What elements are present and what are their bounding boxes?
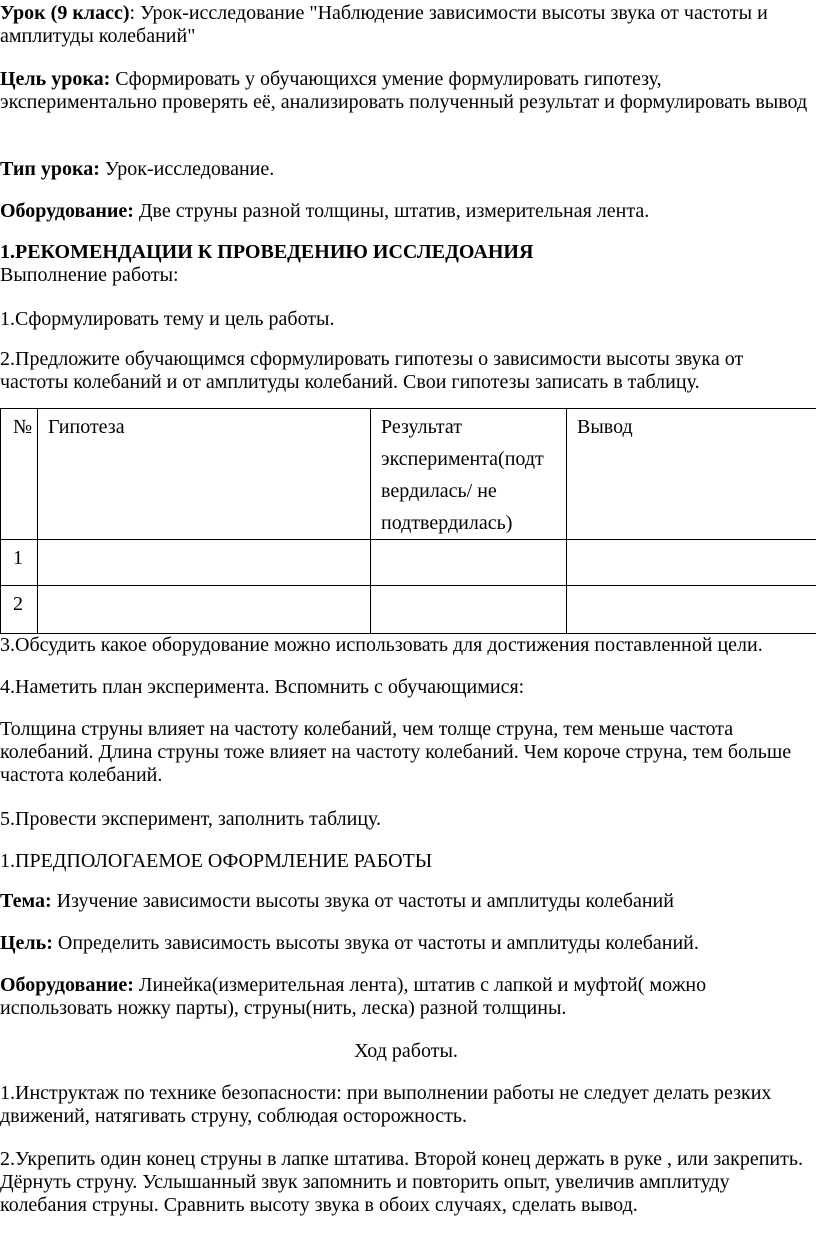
step-3: 3.Обсудить какое оборудование можно использовать для достижения поставленной цели. — [0, 634, 763, 656]
header-result-line: подтвердилась) — [381, 512, 513, 534]
type-line — [0, 158, 812, 181]
table-header-row — [1, 409, 816, 540]
goal-label: Цель урока: — [0, 68, 111, 90]
header-result-line: эксперимента(подт — [381, 448, 544, 470]
equipment-label: Оборудование: — [0, 200, 134, 222]
string-note: Толщина струны влияет на частоту колебаний, чем толще струна, тем меньше частота колебаний. Длина струны тоже влияет на частоту колебаний. Чем короче струна, тем больше частота колебаний. — [0, 718, 792, 786]
design-equipment-label: Оборудование: — [0, 974, 134, 996]
goal-line — [0, 68, 812, 114]
row-number: 1 — [1, 540, 38, 586]
type-label: Тип урока: — [0, 158, 100, 180]
table-row — [1, 586, 816, 634]
equipment-line — [0, 200, 812, 223]
type-text: Урок-исследование. — [99, 158, 275, 180]
hypothesis-table — [0, 408, 816, 634]
topic-line — [0, 890, 812, 913]
design-goal-label: Цель: — [0, 932, 53, 954]
row-result-cell[interactable] — [371, 540, 567, 586]
goal-text: Сформировать у обучающихся умение формулировать гипотезу, экспериментально проверять её, анализировать полученный результат и формулировать вывод — [0, 68, 808, 113]
lesson-label: Урок (9 класс) — [0, 2, 130, 24]
row-hypothesis-cell[interactable] — [38, 586, 371, 634]
step-4: 4.Наметить план эксперимента. Вспомнить с обучающимися: — [0, 676, 525, 698]
design-goal-line — [0, 932, 812, 955]
header-hypothesis: Гипотеза — [38, 409, 371, 540]
work-step-2: 2.Укрепить один конец струны в лапке штатива. Второй конец держать в руке , или закрепить. Дёрнуть струну. Услышанный звук запомнить и повторить опыт, увеличив амплитуду колебания струны. Сравнить высоту звука в обоих случаях, сделать вывод. — [0, 1148, 803, 1216]
progress-title: Ход работы. — [354, 1040, 458, 1062]
work-step-1: 1.Инструктаж по технике безопасности: при выполнении работы не следует делать резких движений, натягивать струну, соблюдая осторожность. — [0, 1082, 772, 1127]
topic-label: Тема: — [0, 890, 52, 912]
topic-text: Изучение зависимости высоты звука от частоты и амплитуды колебаний — [51, 890, 674, 912]
row-conclusion-cell[interactable] — [567, 540, 816, 586]
recommendations-heading: 1.РЕКОМЕНДАЦИИ К ПРОВЕДЕНИЮ ИССЛЕДОАНИЯ — [0, 241, 534, 263]
header-conclusion: Вывод — [567, 409, 816, 540]
design-equipment-text: Линейка(измерительная лента), штатив с лапкой и муфтой( можно использовать ножку парты), струны(нить, леска) разной толщины. — [0, 974, 707, 1019]
header-result-line: вердилась/ не — [381, 480, 497, 502]
recommendations-subheading: Выполнение работы: — [0, 264, 179, 286]
row-hypothesis-cell[interactable] — [38, 540, 371, 586]
design-heading: 1.ПРЕДПОЛОГАЕМОЕ ОФОРМЛЕНИЕ РАБОТЫ — [0, 850, 433, 872]
row-number: 2 — [1, 586, 38, 634]
row-result-cell[interactable] — [371, 586, 567, 634]
equipment-text: Две струны разной толщины, штатив, измерительная лента. — [133, 200, 650, 222]
design-equipment-line — [0, 974, 812, 1020]
lesson-text: : Урок-исследование "Наблюдение зависимости высоты звука от частоты и амплитуды колебаний" — [0, 2, 768, 47]
row-conclusion-cell[interactable] — [567, 586, 816, 634]
step-1: 1.Сформулировать тему и цель работы. — [0, 308, 335, 330]
table-row — [1, 540, 816, 586]
header-number: № — [1, 409, 38, 540]
step-5: 5.Провести эксперимент, заполнить таблицу. — [0, 808, 382, 830]
design-goal-text: Определить зависимость высоты звука от частоты и амплитуды колебаний. — [52, 932, 699, 954]
header-result — [371, 409, 567, 540]
step-2: 2.Предложите обучающимся сформулировать гипотезы о зависимости высоты звука от частоты колебаний и от амплитуды колебаний. Свои гипотезы записать в таблицу. — [0, 348, 744, 393]
header-result-line: Результат — [381, 416, 463, 438]
lesson-line — [0, 2, 812, 48]
